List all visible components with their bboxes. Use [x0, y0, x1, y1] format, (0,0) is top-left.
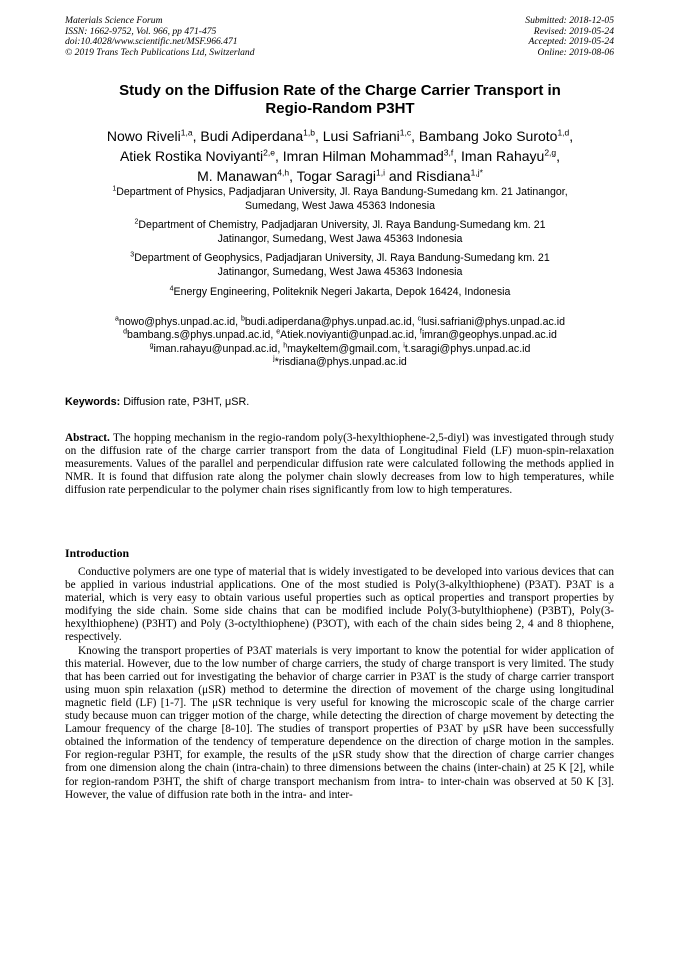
- affiliation-text: Jatinangor, Sumedang, West Jawa 45363 Indonesia: [217, 232, 463, 245]
- email-mark: e: [276, 328, 281, 336]
- email-line: [56, 356, 624, 369]
- intro-body: [65, 566, 614, 802]
- affiliation-3: [62, 252, 618, 279]
- email-line: $^a$nowo@phys.unpad.ac.id, $^b$budi.adiperdana@phys.unpad.ac.id, $^c$lusi.safriani@phys.unpad.ac.id: [115, 315, 565, 328]
- email-address[interactable]: imran@geophys.unpad.ac.id: [421, 329, 557, 342]
- abstract-label: Abstract.: [65, 432, 110, 444]
- email-mark: c: [417, 315, 422, 323]
- affiliation-text: Sumedang, West Jawa 45363 Indonesia: [244, 199, 436, 212]
- abstract-text: The hopping mechanism in the regio-random poly(3-hexylthiophene-2,5-diyl) was investigated through study on the diffusion rate of the charge carrier transport from the data of Longitudinal Field (LF) muon-spin-relaxation measurements. Values of the parallel and perpendicular diffusion rate were calculated following the methods applied in NMR. It is found that diffusion rate along the polymer chain slowly decreases from low to high temperatures, while diffusion rate perpendicular to the polymer chain rises significantly from low to high temperatures.: [65, 432, 614, 497]
- email-mark: b: [241, 315, 245, 323]
- keywords-text: Diffusion rate, P3HT, μSR.: [120, 396, 250, 408]
- affiliation-1: [62, 186, 618, 213]
- affiliation-text: Department of Physics, Padjadjaran University, Jl. Raya Bandung-Sumedang km. 21 Jatinangor,: [116, 186, 568, 198]
- intro-heading: Introduction: [65, 546, 130, 560]
- paper-title-line-2: Regio-Random P3HT: [265, 100, 415, 117]
- email-line: $^d$bambang.s@phys.unpad.ac.id, $^e$Atiek.noviyanti@unpad.ac.id, $^f$imran@geophys.unpad.ac.id: [123, 328, 557, 342]
- author-affiliation-mark: 2,e: [263, 147, 275, 158]
- author-affiliation-mark: 1,a: [180, 127, 193, 138]
- journal-copyright: © 2019 Trans Tech Publications Ltd, Switzerland: [65, 46, 255, 58]
- author-affiliation-mark: 1,d: [557, 127, 570, 138]
- author-affiliation-mark: 3,f: [443, 147, 454, 158]
- email-mark: i: [403, 342, 405, 350]
- paper-title-line-1: Study on the Diffusion Rate of the Charge Carrier Transport in: [119, 82, 561, 99]
- author: [200, 128, 315, 144]
- author-affiliation-mark: 1,c: [399, 127, 412, 138]
- paper-title: [60, 82, 620, 118]
- date-accepted: Accepted: 2019-05-24: [528, 36, 614, 48]
- abstract: [65, 432, 614, 497]
- email-address[interactable]: bambang.s@phys.unpad.ac.id: [127, 329, 271, 342]
- author: [283, 148, 454, 164]
- affiliation-text: Jatinangor, Sumedang, West Jawa 45363 Indonesia: [217, 265, 463, 278]
- author: [323, 128, 411, 144]
- author: [197, 168, 289, 184]
- author-name: Risdiana: [416, 168, 471, 184]
- author-name: Atiek Rostika Noviyanti: [119, 148, 264, 164]
- email-mark: a: [115, 315, 119, 323]
- email-address[interactable]: maykeltem@gmail.com: [287, 342, 398, 355]
- email-address[interactable]: iman.rahayu@unpad.ac.id: [153, 342, 278, 355]
- author: [120, 148, 275, 164]
- author-name: Nowo Riveli: [106, 128, 181, 144]
- author-affiliation-mark: 1,b: [303, 127, 315, 138]
- keywords-label: Keywords:: [65, 396, 121, 408]
- affiliation-number: 1: [112, 185, 117, 193]
- author-name: Bambang Joko Suroto: [418, 128, 558, 144]
- email-mark: h: [283, 342, 288, 350]
- author: [461, 148, 556, 164]
- author-name: M. Manawan: [197, 168, 278, 184]
- journal-name: Materials Science Forum: [65, 15, 163, 26]
- email-address[interactable]: t.saragi@phys.unpad.ac.id: [404, 342, 531, 355]
- date-online: Online: 2019-08-06: [537, 46, 614, 58]
- author-affiliation-mark: 4,h: [277, 167, 290, 178]
- date-submitted: Submitted: 2018-12-05: [525, 15, 614, 26]
- affiliation-number: 2: [134, 218, 139, 226]
- author-name: Togar Saragi: [296, 168, 376, 184]
- author-name: Lusi Safriani: [322, 128, 400, 144]
- email-mark: j: [273, 355, 275, 363]
- author-name: Imran Hilman Mohammad: [282, 148, 444, 164]
- journal-header-left: [65, 16, 255, 58]
- author-name: Budi Adiperdana: [200, 128, 304, 144]
- email-address[interactable]: Atiek.noviyanti@unpad.ac.id: [280, 329, 414, 342]
- author: [419, 128, 569, 144]
- email-address[interactable]: nowo@phys.unpad.ac.id: [118, 316, 236, 328]
- affiliation-4: [62, 286, 618, 300]
- journal-issn: ISSN: 1662-9752, Vol. 966, pp 471-475: [65, 25, 217, 37]
- email-mark: g: [149, 342, 154, 350]
- email-mark: f: [419, 328, 422, 336]
- author-affiliation-mark: 2,g: [544, 147, 557, 158]
- author-list: Nowo Riveli$^{1,a}$, Budi Adiperdana$^{1,b}$, Lusi Safriani$^{1,c}$, Bambang Joko Suroto$^{1,d}$, Atiek Rostika Noviyanti$^{2,e}$, Imran Hilman Mohammad$^{3,f}$, Iman Rahayu$^{2,g}$, M. Manawan$^{4,h}$, Togar Saragi$^{1,i}$ and Risdiana$^{1,j*}$: [106, 127, 574, 184]
- author: [107, 128, 193, 144]
- author-affiliation-mark: 1,i: [376, 167, 385, 178]
- date-revised: Revised: 2019-05-24: [533, 25, 614, 37]
- author-name: Iman Rahayu: [461, 148, 545, 164]
- affiliation-text: Energy Engineering, Politeknik Negeri Jakarta, Depok 16424, Indonesia: [173, 285, 511, 298]
- affiliation-2: [62, 219, 618, 246]
- affiliation-text: Department of Chemistry, Padjadjaran University, Jl. Raya Bandung-Sumedang km. 21: [138, 219, 546, 232]
- journal-doi: doi:10.4028/www.scientific.net/MSF.966.471: [65, 36, 238, 48]
- intro-paragraph-2: Knowing the transport properties of P3AT materials is very important to know the potential for wider application of this material. However, due to the low number of charge carriers, the study of charge transport is very limited. The study that has been carried out for investigating the behavior of charge carrier in P3AT is the study of charge carrier transport using muon spin relaxation (μSR) method to determine the direction of movement of the charge using longitudinal magnetic field (LF) [1-7]. The μSR technique is very useful for knowing the microscopic scale of the charge carrier study because muon can trigger motion of the charge, while detecting the direction of charge movement by detecting the Lamour frequency of the charge [8-10]. The studies of transport properties of P3AT by μSR have been successfully obtained the information of the tendency of temperature dependence on the direction of charge motion in the samples. For region-regular P3HT, for example, the results of the μSR study show that the direction of charge carrier changes from one dimension along the chain (intra-chain) to three dimensions between the chains (inter-chain) at 25 K [2], while for region-random P3HT, the shift of charge transport mechanism from intra- to inter-chain was observed at 50 K [3]. However, the value of diffusion rate both in the intra- and inter-: [65, 644, 614, 801]
- affiliation-list: [62, 186, 618, 305]
- email-address[interactable]: lusi.safriani@phys.unpad.ac.id: [421, 316, 565, 328]
- keywords: [65, 396, 249, 408]
- email-line: $^g$iman.rahayu@unpad.ac.id, $^h$maykeltem@gmail.com, $^i$t.saragi@phys.unpad.ac.id: [149, 342, 531, 355]
- email-address[interactable]: budi.adiperdana@phys.unpad.ac.id: [244, 316, 412, 328]
- affiliation-number: 3: [130, 251, 135, 259]
- email-address[interactable]: *risdiana@phys.unpad.ac.id: [274, 356, 407, 369]
- intro-paragraph-1: Conductive polymers are one type of material that is widely investigated to be developed into various devices that can be applied in various industrial applications. One of the most studied is Poly(3-alkylthiophene) (P3AT). P3AT is a material, which is very easy to obtain various useful properties such as optical properties and transport properties by modifying the side chain. Some side chains that can be modified include Poly(3-butylthiophene) (P3BT), Poly(3-hexylthiophene) (P3HT) and Poly (3-octylthiophene) (P3OT), with each of the chain sides being 2, 4 and 8 thiophene, respectively.: [65, 566, 614, 644]
- affiliation-text: Department of Geophysics, Padjadjaran University, Jl. Raya Bandung-Sumedang km. 21: [134, 252, 550, 265]
- author: [297, 168, 385, 184]
- author-affiliation-mark: 1,j*: [470, 167, 483, 178]
- email-list: [56, 316, 624, 370]
- affiliation-number: 4: [169, 285, 174, 293]
- author: [416, 168, 483, 184]
- email-mark: d: [123, 328, 128, 336]
- journal-header-right: [525, 16, 614, 58]
